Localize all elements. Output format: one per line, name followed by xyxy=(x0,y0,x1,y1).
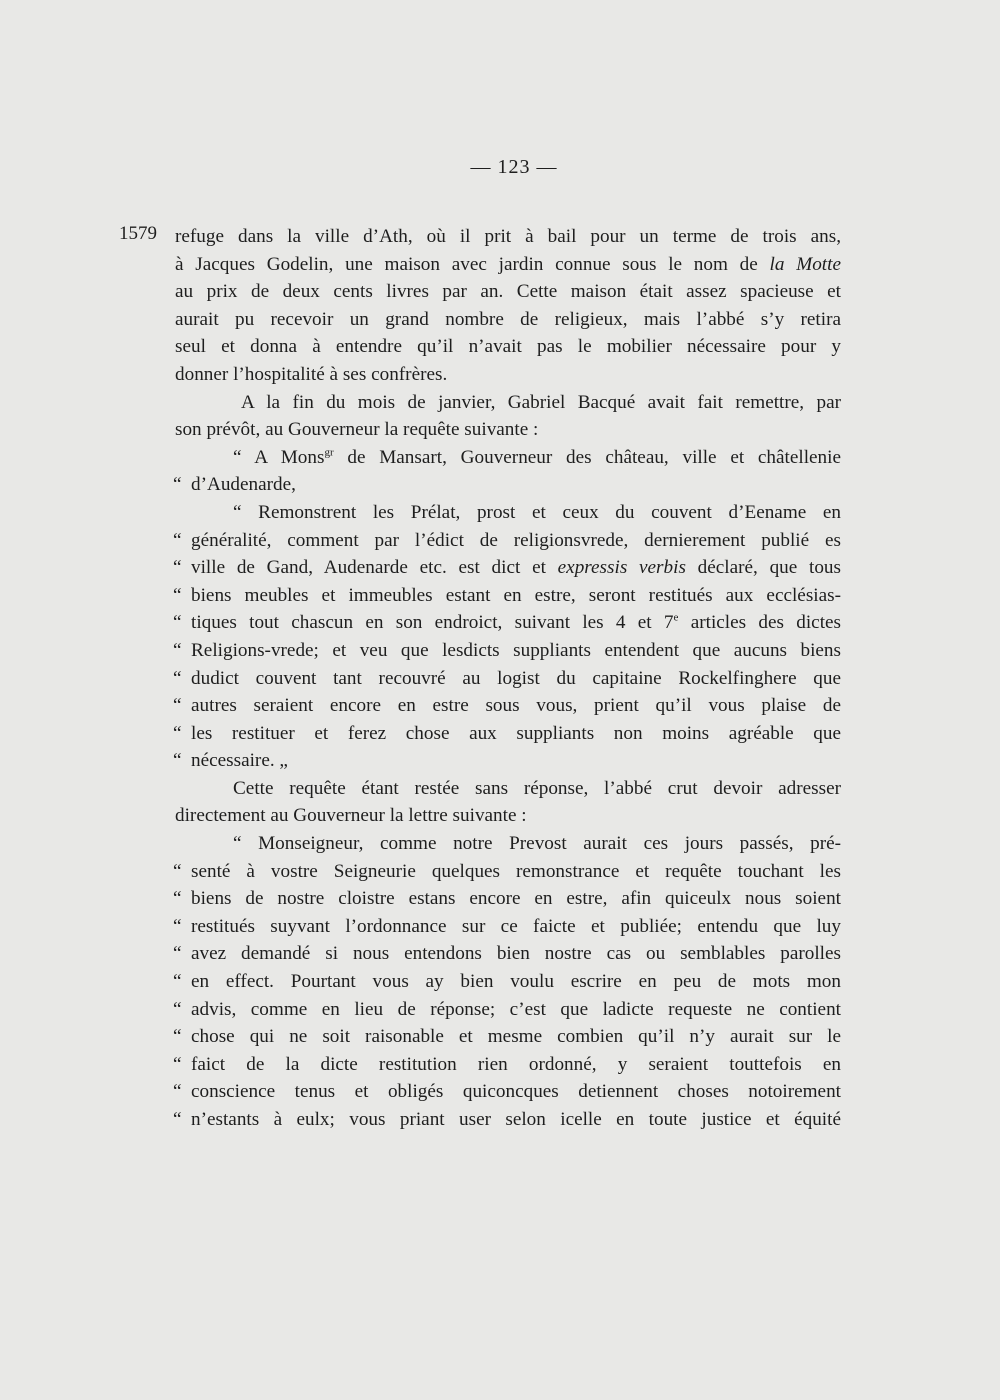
italic-text: la Motte xyxy=(769,253,841,275)
quote-mark: “ xyxy=(173,915,182,937)
line-text-after: de Mansart, Gouverneur des château, ville et châtellenie xyxy=(333,446,841,468)
quote-mark: “ xyxy=(173,474,182,496)
line-text: faict de la dicte restitution rien ordonné, y seraient touttefois en xyxy=(191,1053,841,1075)
quote-mark: “ xyxy=(173,695,182,717)
text-line xyxy=(175,968,841,996)
quote-mark: “ xyxy=(173,667,182,689)
text-line xyxy=(175,389,841,417)
quote-mark: “ xyxy=(173,750,182,772)
italic-text: expressis verbis xyxy=(557,557,686,579)
text-line xyxy=(175,913,841,941)
quote-mark: “ xyxy=(173,1109,182,1130)
line-text: restitués suyvant l’ordonnance sur ce faicte et publiée; entendu que luy xyxy=(191,915,841,937)
quote-mark: “ xyxy=(173,529,182,551)
text-line xyxy=(175,1023,841,1051)
quote-mark: “ xyxy=(173,612,182,634)
line-text: son prévôt, au Gouverneur la requête suivante : xyxy=(175,419,539,441)
text-line xyxy=(175,251,841,279)
line-text: n’estants à eulx; vous priant user selon icelle en toute justice et équité xyxy=(191,1109,841,1130)
text-line xyxy=(175,416,841,444)
quote-mark: “ xyxy=(173,1026,182,1048)
text-line xyxy=(175,527,841,555)
text-line xyxy=(175,747,841,775)
line-text: au prix de deux cents livres par an. Cette maison était assez spacieuse et xyxy=(175,281,841,303)
line-text: directement au Gouverneur la lettre suivante : xyxy=(175,805,527,827)
margin-year: 1579 xyxy=(119,223,157,244)
text-line xyxy=(175,885,841,913)
line-text: dudict couvent tant recouvré au logist du capitaine Rockelfinghere que xyxy=(191,667,841,689)
text-line xyxy=(175,333,841,361)
text-line xyxy=(175,637,841,665)
line-text: les restituer et ferez chose aux suppliants non moins agréable que xyxy=(191,722,841,744)
line-text-after: déclaré, que tous xyxy=(685,557,841,579)
text-line xyxy=(175,1078,841,1106)
line-text: “ Remonstrent les Prélat, prost et ceux du couvent d’Eename en xyxy=(233,501,841,523)
line-text: Religions-vrede; et veu que lesdicts suppliants entendent que aucuns biens xyxy=(191,639,841,661)
text-line xyxy=(175,554,841,582)
line-text: senté à vostre Seigneurie quelques remonstrance et requête touchant les xyxy=(191,860,841,882)
text-line xyxy=(175,858,841,886)
line-text: généralité, comment par l’édict de religionsvrede, dernierement publié es xyxy=(191,529,841,551)
page-number: — 123 — xyxy=(470,156,558,178)
line-text: à Jacques Godelin, une maison avec jardin connue sous le nom de xyxy=(175,253,770,275)
line-text: seul et donna à entendre qu’il n’avait pas le mobilier nécessaire pour y xyxy=(175,336,841,358)
quote-mark: “ xyxy=(173,1081,182,1103)
line-text: chose qui ne soit raisonable et mesme combien qu’il n’y aurait sur le xyxy=(191,1026,841,1048)
quote-mark: “ xyxy=(173,1053,182,1075)
quote-mark: “ xyxy=(173,943,182,965)
quote-mark: “ xyxy=(173,971,182,993)
line-text: d’Audenarde, xyxy=(191,474,296,496)
text-line xyxy=(175,471,841,499)
quote-mark: “ xyxy=(173,998,182,1020)
quote-mark: “ xyxy=(173,860,182,882)
line-text: Cette requête étant restée sans réponse, l’abbé crut devoir adresser xyxy=(233,777,841,799)
text-line xyxy=(175,692,841,720)
text-line xyxy=(175,499,841,527)
text-line xyxy=(175,802,841,830)
text-line xyxy=(175,278,841,306)
line-text: ville de Gand, Audenarde etc. est dict et xyxy=(191,557,558,579)
line-text: biens meubles et immeubles estant en estre, seront restitués aux ecclésias- xyxy=(191,584,841,606)
text-line xyxy=(175,609,841,637)
line-text: en effect. Pourtant vous ay bien voulu escrire en peu de mots mon xyxy=(191,971,841,993)
text-line xyxy=(175,665,841,693)
line-text: refuge dans la ville d’Ath, où il prit à bail pour un terme de trois ans, xyxy=(175,226,841,247)
text-line xyxy=(175,223,841,251)
line-text: donner l’hospitalité à ses confrères. xyxy=(175,363,448,385)
text-line xyxy=(175,996,841,1024)
superscript: gr xyxy=(324,446,334,459)
line-text: conscience tenus et obligés quiconcques detiennent choses notoirement xyxy=(191,1081,841,1103)
line-text: autres seraient encore en estre sous vous, prient qu’il vous plaise de xyxy=(191,695,841,717)
line-text: biens de nostre cloistre estans encore en estre, afin quiceulx nous soient xyxy=(191,888,841,910)
text-line xyxy=(175,940,841,968)
quote-mark: “ xyxy=(173,639,182,661)
text-line xyxy=(175,775,841,803)
superscript: e xyxy=(673,611,679,624)
text-line xyxy=(175,830,841,858)
quote-mark: “ xyxy=(173,584,182,606)
line-text: nécessaire. „ xyxy=(191,750,288,772)
line-text: tiques tout chascun en son endroict, suivant les 4 et 7 xyxy=(191,612,674,634)
line-text: avez demandé si nous entendons bien nostre cas ou semblables parolles xyxy=(191,943,841,965)
text-line xyxy=(175,306,841,334)
text-line xyxy=(175,361,841,389)
quote-mark: “ xyxy=(173,888,182,910)
quote-mark: “ xyxy=(173,722,182,744)
line-text: “ Monseigneur, comme notre Prevost aurait ces jours passés, pré- xyxy=(233,833,841,855)
text-line xyxy=(175,1106,841,1134)
text-line xyxy=(175,444,841,472)
quote-mark: “ xyxy=(173,557,182,579)
text-line xyxy=(175,582,841,610)
line-text: A la fin du mois de janvier, Gabriel Bacqué avait fait remettre, par xyxy=(241,391,841,413)
text-line xyxy=(175,1051,841,1079)
line-text: advis, comme en lieu de réponse; c’est que ladicte requeste ne contient xyxy=(191,998,841,1020)
line-text: “ A Mons xyxy=(233,446,325,468)
line-text-after: articles des dictes xyxy=(678,612,842,634)
line-text: aurait pu recevoir un grand nombre de religieux, mais l’abbé s’y retira xyxy=(175,308,841,330)
body-text xyxy=(175,223,841,1134)
text-line xyxy=(175,720,841,748)
